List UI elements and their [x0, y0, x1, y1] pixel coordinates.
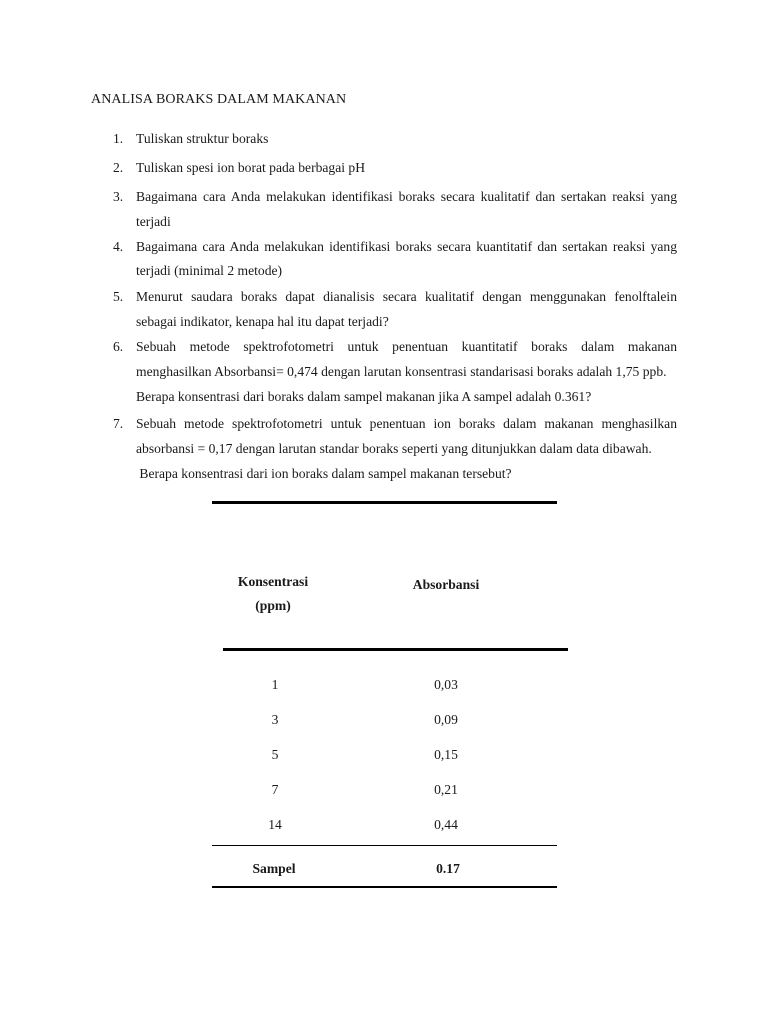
table-bottom-rule	[212, 886, 557, 888]
table-cell-absorbansi: 0,09	[434, 712, 458, 727]
question-text: Berapa konsentrasi dari ion boraks dalam sampel makanan tersebut?	[136, 466, 512, 481]
question-text: absorbansi = 0,17 dengan larutan standar boraks seperti yang ditunjukkan dalam data dibawah.	[136, 441, 652, 456]
question-text: menghasilkan Absorbansi= 0,474 dengan larutan konsentrasi standarisasi boraks adalah 1,75 ppb.	[136, 364, 667, 379]
table-cell-absorbansi: 0,03	[434, 677, 458, 692]
question-text: Berapa konsentrasi dari boraks dalam sampel makanan jika A sampel adalah 0.361?	[136, 389, 592, 404]
question-text: Menurut saudara boraks dapat dianalisis secara kualitatif dengan menggunakan fenolftalein	[136, 289, 677, 304]
question-text: Sebuah metode spektrofotometri untuk penentuan ion boraks dalam makanan menghasilkan	[136, 416, 677, 431]
table-top-rule	[212, 501, 557, 504]
document-title: ANALISA BORAKS DALAM MAKANAN	[91, 92, 347, 107]
header-bottom-rule	[223, 648, 568, 651]
question-text: Bagaimana cara Anda melakukan identifikasi boraks secara kualitatif dan sertakan reaksi yang	[136, 189, 677, 204]
table-cell-konsentrasi: 3	[271, 712, 279, 727]
question-number: 3.	[113, 189, 124, 204]
question-number: 5.	[113, 289, 124, 304]
sample-label: Sampel	[252, 861, 296, 876]
question-text: terjadi	[136, 214, 171, 229]
question-number: 6.	[113, 339, 124, 354]
question-text: Sebuah metode spektrofotometri untuk penentuan kuantitatif boraks dalam makanan	[136, 339, 677, 354]
table-cell-konsentrasi: 5	[271, 747, 279, 762]
question-text: Bagaimana cara Anda melakukan identifikasi boraks secara kuantitatif dan sertakan reaksi yang	[136, 239, 677, 254]
question-text: terjadi (minimal 2 metode)	[136, 263, 283, 278]
question-number: 1.	[113, 131, 124, 146]
question-text: sebagai indikator, kenapa hal itu dapat terjadi?	[136, 314, 389, 329]
sample-value: 0.17	[436, 861, 460, 876]
table-cell-konsentrasi: 1	[271, 677, 279, 692]
header-absorbansi: Absorbansi	[412, 577, 480, 592]
question-number: 7.	[113, 416, 124, 431]
table-cell-konsentrasi: 7	[271, 782, 279, 797]
header-konsentrasi: Konsentrasi	[237, 574, 309, 589]
question-text: Tuliskan spesi ion borat pada berbagai pH	[136, 160, 366, 175]
table-cell-konsentrasi: 14	[268, 817, 282, 832]
question-number: 4.	[113, 239, 124, 254]
question-list	[0, 0, 768, 500]
table-cell-absorbansi: 0,21	[434, 782, 458, 797]
header-konsentrasi-unit: (ppm)	[255, 598, 291, 613]
sample-separator-rule	[212, 845, 557, 846]
question-text: Tuliskan struktur boraks	[136, 131, 269, 146]
question-number: 2.	[113, 160, 124, 175]
table-cell-absorbansi: 0,15	[434, 747, 458, 762]
table-cell-absorbansi: 0,44	[434, 817, 458, 832]
